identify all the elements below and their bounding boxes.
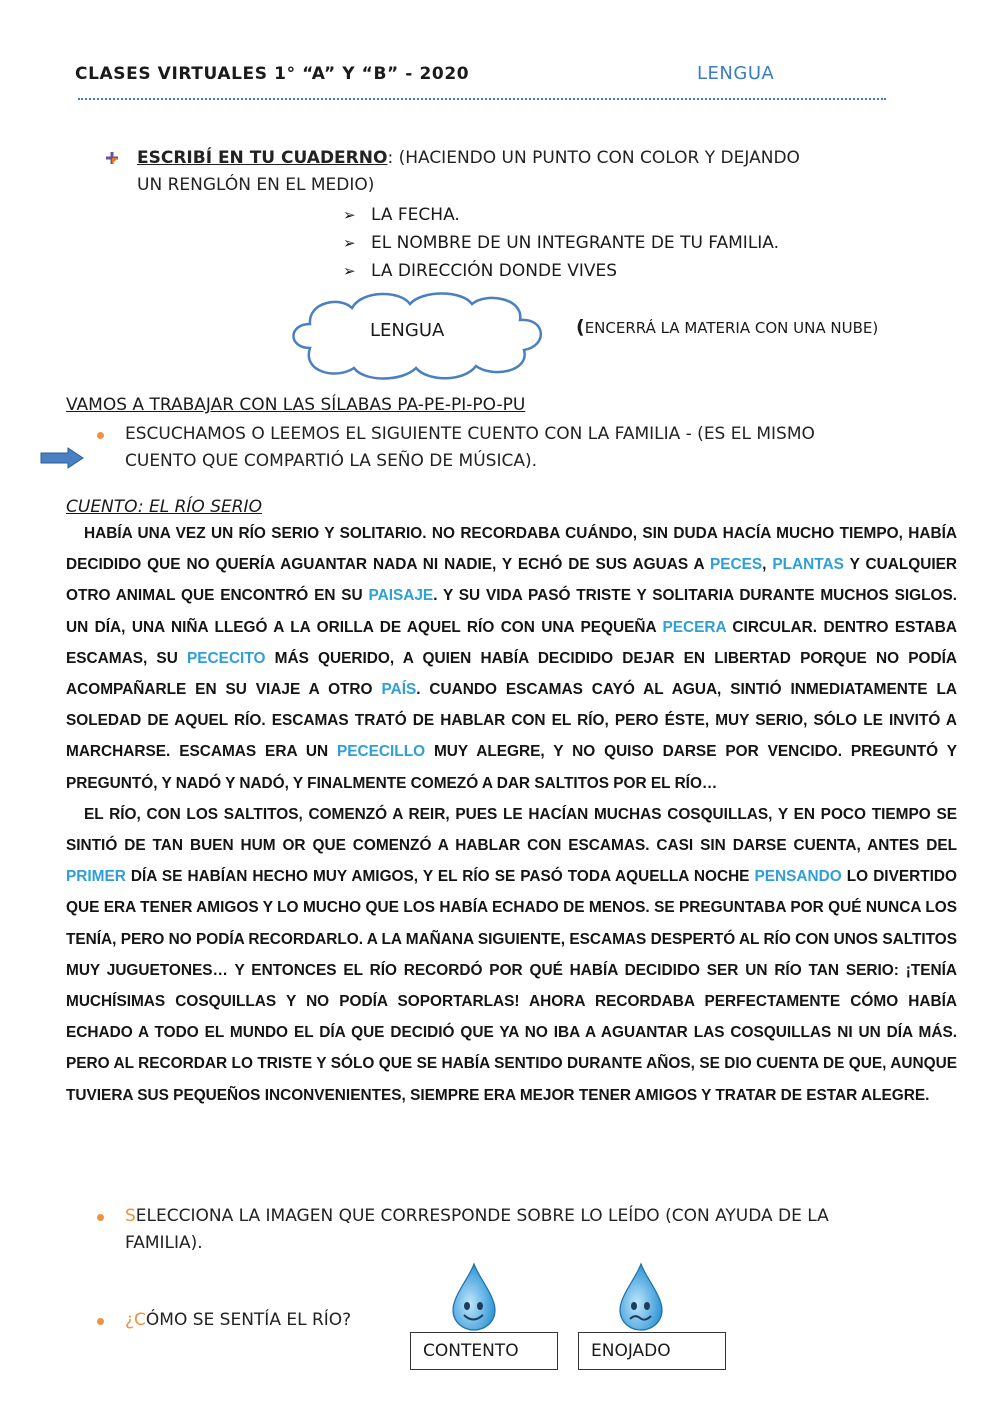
- section-bullet-text: ESCUCHAMOS O LEEMOS EL SIGUIENTE CUENTO CON LA FAMILIA - (ES EL MISMO CUENTO QUE COMPARTIÓ LA SEÑO DE MÚSICA).: [125, 424, 815, 471]
- list-item-label: LA FECHA.: [371, 205, 460, 225]
- story-text: EL RÍO, CON LOS SALTITOS, COMENZÓ A REIR, PUES LE HACÍAN MUCHAS COSQUILLAS, Y EN POCO TIEMPO SE SINTIÓ DE TAN BUEN HUM OR QUE COMENZÓ A HABLAR CON ESCAMAS. CASI SIN DARSE CUENTA, ANTES DEL: [66, 805, 957, 855]
- highlighted-word: PECECILLO: [337, 743, 426, 761]
- highlighted-word: PENSANDO: [754, 868, 842, 886]
- instruction-text-2: UN RENGLÓN EN EL MEDIO): [137, 175, 375, 195]
- task-text: SELECCIONA LA IMAGEN QUE CORRESPONDE SOBRE LO LEÍDO (CON AYUDA DE LA FAMILIA).: [125, 1206, 829, 1253]
- bullet-icon: [97, 1318, 104, 1325]
- highlighted-word: PECECITO: [187, 649, 266, 667]
- story-text: . Y SU VIDA PASÓ TRISTE Y SOLITARIA DURANTE MUCHOS SIGLOS. UN DÍA, UNA NIÑA LLEGÓ A LA ORILLA DE AQUEL RÍO CON UNA PEQUEÑA: [66, 587, 957, 636]
- chevron-right-icon: ➢: [343, 206, 356, 224]
- highlighted-word: PECES: [709, 556, 763, 574]
- list-item: [343, 201, 779, 229]
- story-text: LO DIVERTIDO QUE ERA TENER AMIGOS Y LO MUCHO QUE LOS HABÍA ECHADO DE MENOS. SE PREGUNTABA POR QUÉ NUNCA LOS TENÍA, PERO NO PODÍA RECORDARLO. A LA MAÑANA SIGUIENTE, ESCAMAS DESPERTÓ AL RÍO CON UNOS SALTITOS MUY JUGUETONES… Y ENTONCES EL RÍO RECORDÓ POR QUÉ HABÍA DECIDIDO SER UN RÍO TAN SERIO: ¡TENÍA MUCHÍSIMAS COSQUILLAS Y NO PODÍA SOPORTARLAS! AHORA RECORDABA PERFECTAMENTE CÓMO HABÍA ECHADO A TODO EL MUNDO EL DÍA QUE DECIDIÓ QUE YA NO IBA A AGUANTAR LAS COSQUILLAS NI UN DÍA MÁS. PERO AL RECORDAR LO TRISTE Y SÓLO QUE SE HABÍA SENTIDO DURANTE AÑOS, SE DIO CUENTA DE QUE, AUNQUE TUVIERA SUS PEQUEÑOS INCONVENIENTES, SIEMPRE ERA MEJOR TENER AMIGOS Y TRATAR DE ESTAR ALEGRE.: [66, 868, 957, 1104]
- plus-bullet-icon: [104, 150, 120, 166]
- header-divider: [78, 98, 886, 100]
- highlighted-word: PLANTAS: [772, 556, 844, 574]
- answer-angry-button[interactable]: ENOJADO: [578, 1332, 726, 1370]
- highlighted-word: PECERA: [662, 618, 727, 636]
- highlighted-word: PAISAJE: [368, 587, 434, 605]
- story-text: . CUANDO ESCAMAS CAYÓ AL AGUA, SINTIÓ INMEDIATAMENTE LA SOLEDAD DE AQUEL RÍO. ESCAMAS TRATÓ DE HABLAR CON EL RÍO, PERO ÉSTE, MUY SERIO, SÓLO LE INVITÓ A MARCHARSE. ESCAMAS ERA UN: [66, 681, 957, 761]
- list-item: [343, 257, 779, 285]
- cloud-label: LENGUA: [370, 320, 445, 341]
- subject-label: LENGUA: [697, 63, 775, 84]
- cloud-note: (ENCERRÁ LA MATERIA CON UNA NUBE): [576, 316, 879, 338]
- story-text: MÁS QUERIDO, A QUIEN HABÍA DECIDIDO DEJAR EN LIBERTAD PORQUE NO PODÍA ACOMPAÑARLE EN SU VIAJE A OTRO: [66, 649, 958, 699]
- upset-drop-icon[interactable]: [616, 1262, 666, 1332]
- highlighted-word: PAÍS: [381, 681, 417, 699]
- story-paragraph: [66, 518, 957, 799]
- story-body: [66, 518, 957, 1111]
- happy-drop-icon[interactable]: [449, 1262, 499, 1332]
- story-text: ,: [762, 556, 773, 574]
- list-item: [343, 229, 779, 257]
- instruction-text-1: : (HACIENDO UN PUNTO CON COLOR Y DEJANDO: [387, 148, 800, 168]
- chevron-right-icon: ➢: [343, 262, 356, 280]
- instruction-block: [137, 145, 877, 199]
- highlighted-word: PRIMER: [66, 868, 126, 886]
- bullet-icon: [97, 432, 104, 439]
- chevron-right-icon: ➢: [343, 234, 356, 252]
- story-title: CUENTO: EL RÍO SERIO: [66, 497, 262, 517]
- story-text: CIRCULAR. DENTRO ESTABA ESCAMAS, SU: [66, 618, 957, 667]
- story-paragraph: [66, 799, 957, 1111]
- story-text: DÍA SE HABÍAN HECHO MUY AMIGOS, Y EL RÍO SE PASÓ TODA AQUELLA NOCHE: [125, 868, 755, 886]
- bullet-icon: [97, 1214, 104, 1221]
- list-item-label: EL NOMBRE DE UN INTEGRANTE DE TU FAMILIA.: [371, 233, 780, 253]
- story-text: Y CUALQUIER OTRO ANIMAL QUE ENCONTRÓ EN SU: [66, 556, 957, 605]
- arrow-right-icon: [40, 447, 84, 469]
- story-text: MUY ALEGRE, Y NO QUISO DARSE POR VENCIDO. PREGUNTÓ Y PREGUNTÓ, Y NADÓ Y NADÓ, Y FINALMENTE COMEZÓ A DAR SALTITOS POR EL RÍO…: [66, 743, 957, 792]
- page-title: CLASES VIRTUALES 1° “A” Y “B” - 2020: [75, 64, 470, 84]
- question-text: ¿CÓMO SE SENTÍA EL RÍO?: [125, 1310, 352, 1330]
- section-title: VAMOS A TRABAJAR CON LAS SÍLABAS PA-PE-PI-PO-PU: [66, 395, 526, 415]
- answer-happy-button[interactable]: CONTENTO: [410, 1332, 558, 1370]
- instruction-list: [343, 201, 779, 285]
- instruction-heading: ESCRIBÍ EN TU CUADERNO: [137, 148, 388, 168]
- story-text: HABÍA UNA VEZ UN RÍO SERIO Y SOLITARIO. NO RECORDABA CUÁNDO, SIN DUDA HACÍA MUCHO TIEMPO, HABÍA DECIDIDO QUE NO QUERÍA AGUANTAR NADA NI NADIE, Y ECHÓ DE SUS AGUAS A: [66, 525, 957, 574]
- list-item-label: LA DIRECCIÓN DONDE VIVES: [371, 261, 618, 281]
